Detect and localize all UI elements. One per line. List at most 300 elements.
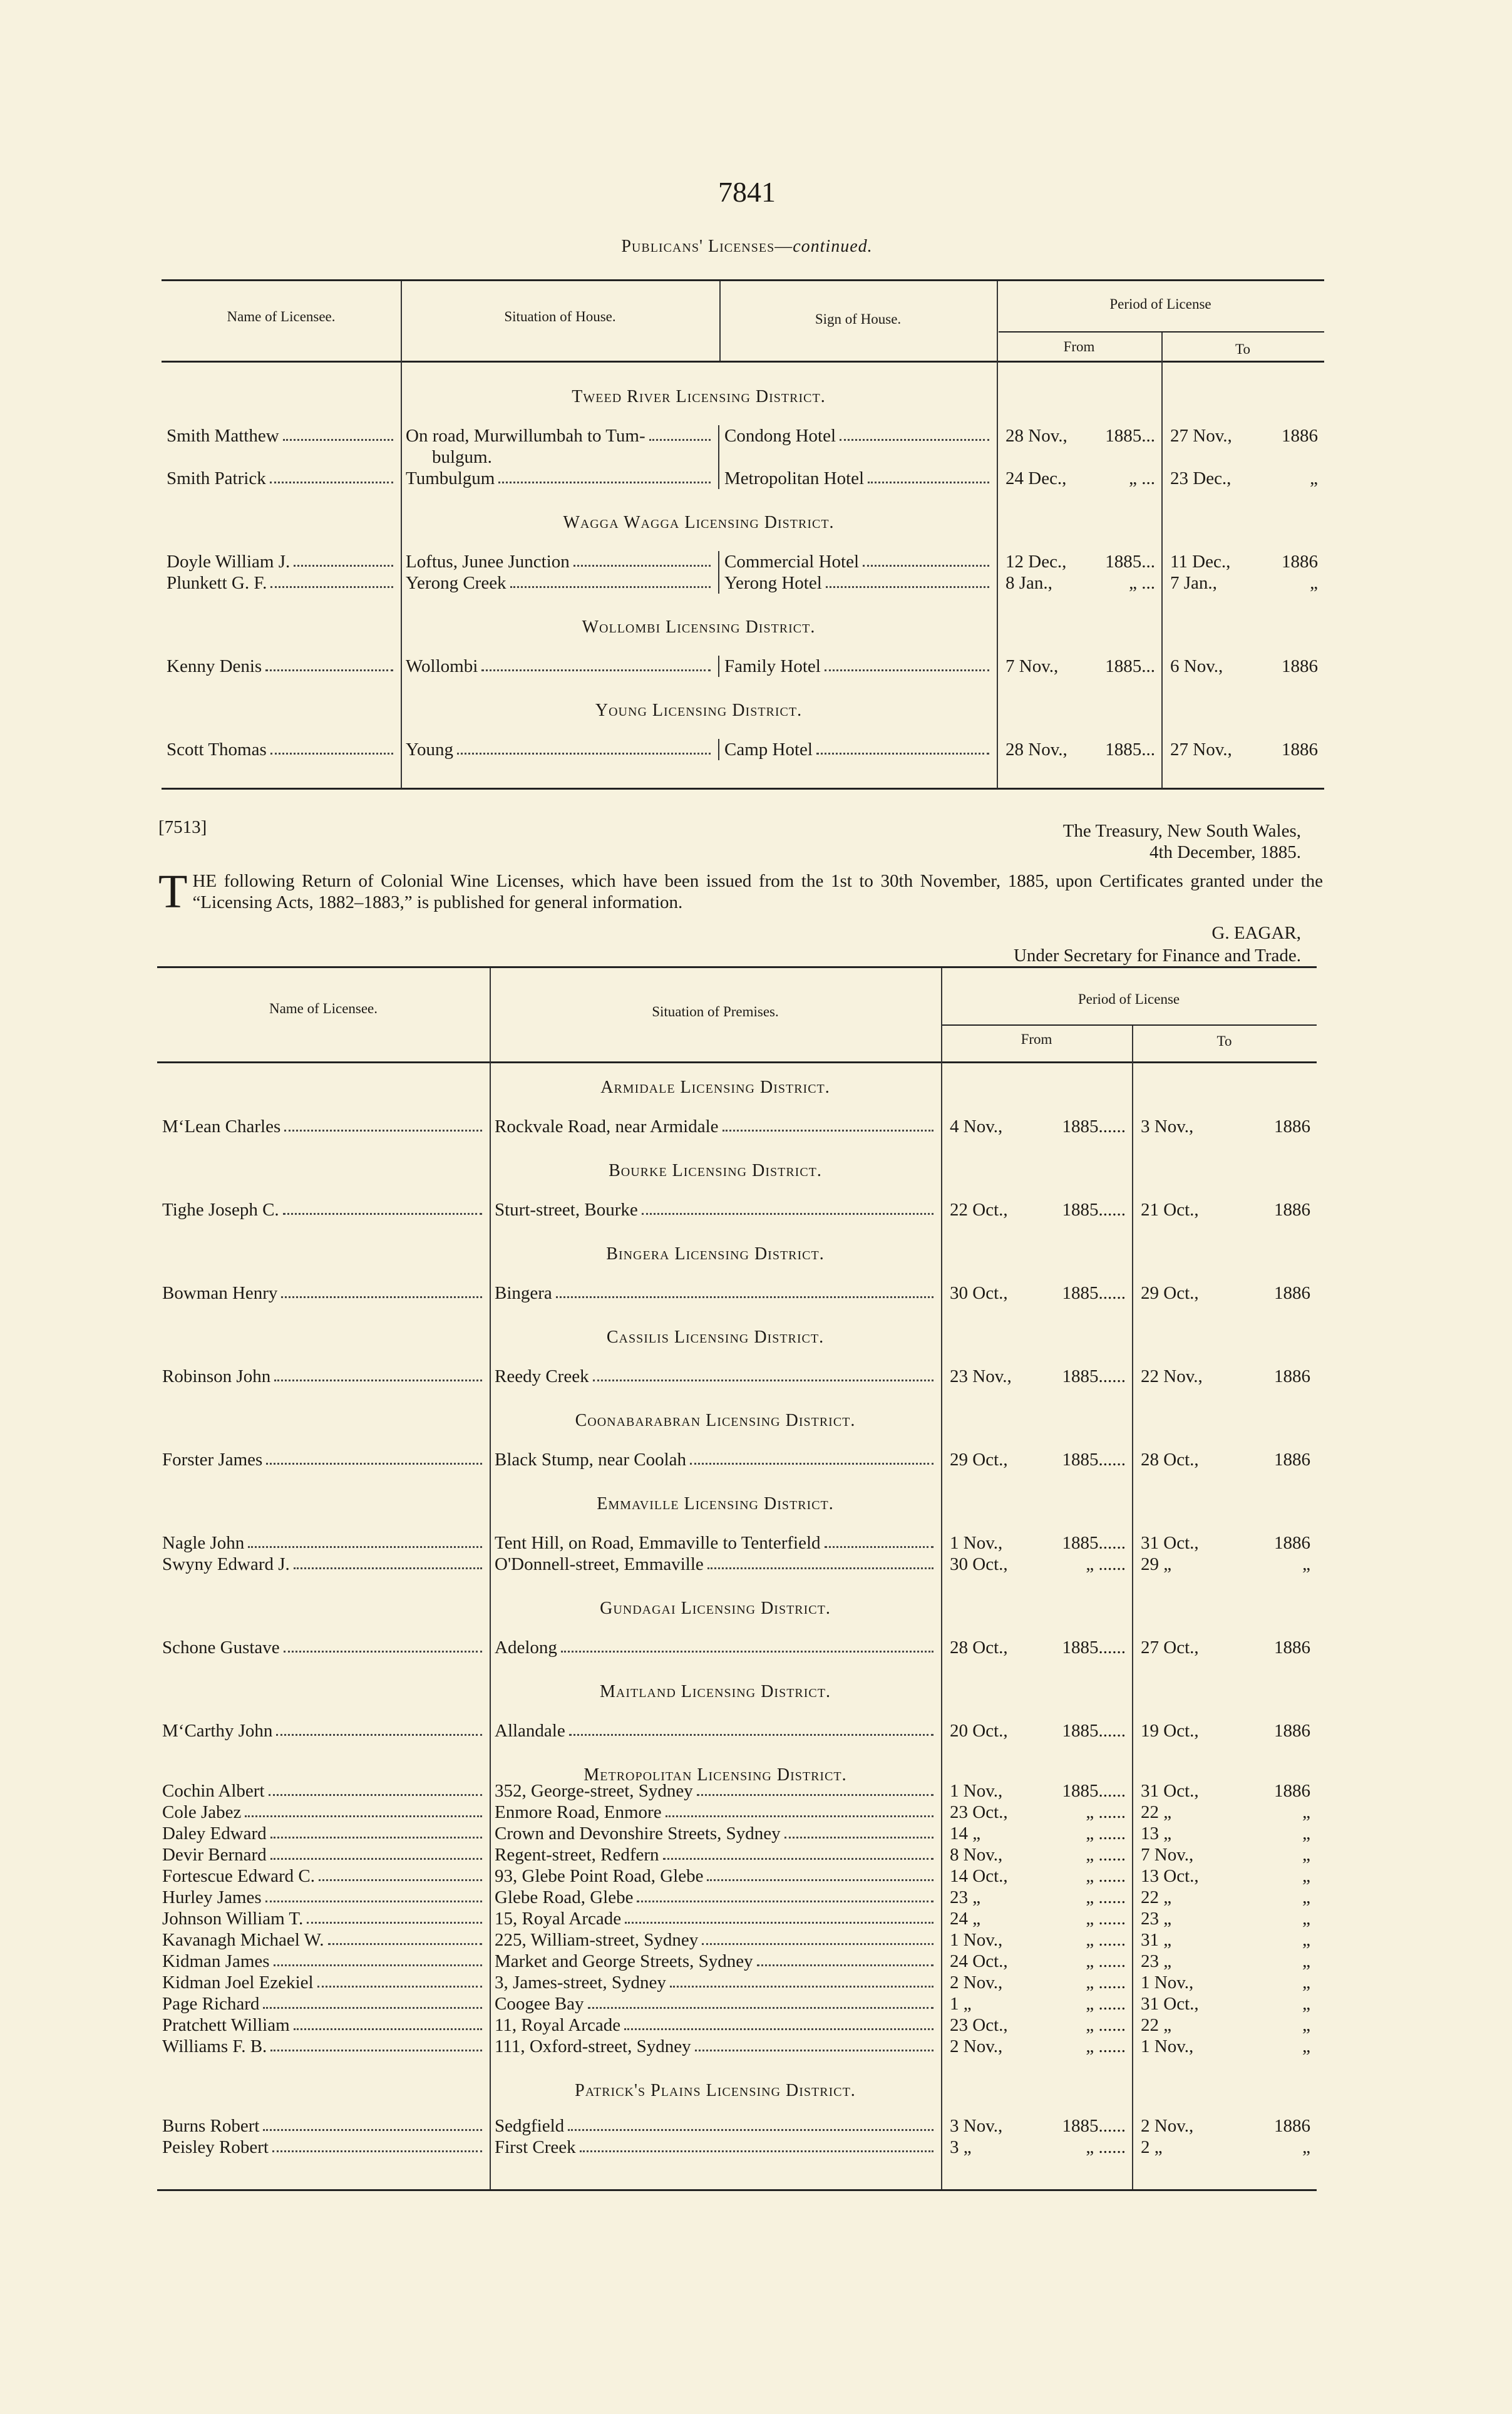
dot-leader [868,468,989,483]
licensee-name-text: Kidman Joel Ezekiel [162,1973,314,1993]
licensee-name-text: Bowman Henry [162,1283,278,1303]
premises [490,1366,941,1387]
period-to-year: „ [1302,1887,1310,1907]
licensee-name-text: Pratchett William [162,2015,290,2035]
table-row [157,1823,1317,1844]
dot-leader [265,1887,482,1902]
period-from-date: 1 Nov., [950,1930,1003,1950]
table-row [162,551,1324,572]
sign-text: Condong Hotel [724,426,836,446]
sign-text: Metropolitan Hotel [724,468,865,488]
period-from-date: 8 Nov., [950,1845,1003,1865]
dot-leader [840,425,989,441]
period-from-year: „ ...... [1086,2137,1126,2157]
period-from [997,425,1161,446]
dot-leader [498,468,711,483]
licensee-name [157,1366,490,1387]
licensee-name-text: Nagle John [162,1533,245,1553]
period-from-date: 24 Dec., [1005,468,1067,488]
period-from [941,1908,1132,1929]
dot-leader [270,739,393,755]
period-to-year: 1886 [1274,1450,1310,1470]
premises-text: Glebe Road, Glebe [495,1887,634,1907]
situation-text: Young [406,740,454,760]
sign-text: Camp Hotel [724,740,813,760]
period-to-year: 1886 [1274,1117,1310,1137]
licensee-name [157,1887,490,1908]
period-from-date: 1 Nov., [950,1781,1003,1801]
period-from-year: 1885... [1105,656,1155,676]
period-to-year: „ [1302,1994,1310,2014]
licensee-name [157,1780,490,1802]
drop-cap: T [158,865,188,918]
period-from-year: „ ...... [1086,1909,1126,1929]
page-number: 7841 [718,176,776,208]
period-to-year: „ [1302,1951,1310,1971]
premises-text: Tent Hill, on Road, Emmaville to Tenterfield [495,1533,821,1553]
period-to [1132,1366,1317,1387]
licensee-name [157,1993,490,2014]
notice-paragraph [158,865,1323,918]
premises [490,1282,941,1304]
premises-text: Crown and Devonshire Streets, Sydney [495,1823,781,1844]
table-row [157,2115,1317,2137]
period-from-year: „ ...... [1086,1887,1126,1907]
district-section [157,1493,1317,1598]
period-from-year: 1885... [1105,552,1155,572]
premises-text: 15, Royal Arcade [495,1909,622,1929]
table-row [157,1366,1317,1387]
dot-leader [283,1199,482,1215]
licensee-name [157,2115,490,2137]
period-to-date: 19 Oct., [1141,1721,1199,1741]
period-from [941,1116,1132,1137]
period-from-year: „ ...... [1086,1930,1126,1950]
premises [490,1908,941,1929]
period-from [997,572,1161,594]
premises-text: 93, Glebe Point Road, Glebe [495,1866,704,1886]
dot-leader [281,1282,482,1298]
table-row [162,425,1324,446]
table-row [157,1993,1317,2014]
premises-text: Adelong [495,1638,557,1658]
sign [719,425,997,446]
period-to-year: „ [1302,1973,1310,1993]
table-row [157,1199,1317,1220]
premises [490,1554,941,1575]
licensee-name-text: Kavanagh Michael W. [162,1930,324,1950]
period-to-date: 31 „ [1141,1930,1172,1950]
premises [490,1951,941,1972]
period-from-date: 23 Oct., [950,2015,1008,2035]
premises [490,1929,941,1951]
licensee-name [162,739,401,760]
period-to [1132,1802,1317,1823]
district-section [157,1244,1317,1327]
dot-leader [625,1908,933,1924]
period-to-date: 22 „ [1141,1887,1172,1907]
period-from-date: 23 „ [950,1887,981,1907]
period-from [941,1366,1132,1387]
table-row [157,1844,1317,1865]
period-from [997,656,1161,677]
premises-text: Market and George Streets, Sydney [495,1951,753,1971]
section-subtitle [0,237,1494,257]
premises [490,1972,941,1993]
period-from-year: „ ...... [1086,1994,1126,2014]
dot-leader [294,2014,482,2030]
period-from [941,1199,1132,1220]
period-from-year: 1885...... [1062,1200,1126,1220]
licensee-name-text: Burns Robert [162,2116,260,2136]
sign [719,468,997,489]
period-to [1132,1720,1317,1741]
period-from-date: 12 Dec., [1005,552,1067,572]
period-from-date: 7 Nov., [1005,656,1059,676]
licensee-name [157,1972,490,1993]
licensee-name [157,1199,490,1220]
dot-leader [561,1637,933,1653]
dot-leader [666,1802,933,1817]
licensee-name-text: Robinson John [162,1366,271,1386]
notice-text: HE following Return of Colonial Wine Licenses, which have been issued from the 1st to 30th November, 1885, upon Certificates granted under the “Licensing Acts, 1882–1883,” is published for general information. [192,871,1323,912]
district-section [162,700,1324,783]
premises-text: First Creek [495,2137,576,2157]
table1-body [162,386,1324,783]
licensee-name-text: Kidman James [162,1951,270,1971]
situation-text: On road, Murwillumbah to Tum- [406,426,645,446]
dot-leader [328,1929,482,1945]
dot-leader [269,1780,482,1796]
period-to [1161,656,1324,677]
period-from-date: 30 Oct., [950,1283,1008,1303]
premises [490,1823,941,1844]
period-from [997,739,1161,760]
period-to [1132,1972,1317,1993]
period-from-year: 1885...... [1062,2116,1126,2136]
period-to [1132,1554,1317,1575]
period-to-year: „ [1302,2137,1310,2157]
district-section [157,1160,1317,1244]
licensee-name [157,2014,490,2036]
period-from [941,2137,1132,2158]
period-to [1132,2036,1317,2057]
period-from [941,1929,1132,1951]
premises [490,2115,941,2137]
period-from [941,1720,1132,1741]
sign [719,551,997,572]
premises-text: Sedgfield [495,2116,565,2136]
premises-text: Sturt-street, Bourke [495,1200,638,1220]
licensee-name-text: Williams F. B. [162,2036,267,2056]
period-to-date: 22 „ [1141,1802,1172,1822]
licensee-name-text: M‘Lean Charles [162,1117,281,1137]
situation [401,425,719,446]
period-to-year: „ [1302,2036,1310,2056]
period-to-year: „ [1302,1802,1310,1822]
period-to-date: 13 Oct., [1141,1866,1199,1886]
period-from-year: 1885...... [1062,1117,1126,1137]
dot-leader [274,1951,482,1966]
dot-leader [757,1951,933,1966]
district-section [157,1765,1317,2080]
header-name: Name of Licensee. [269,1001,378,1016]
period-to-date: 27 Oct., [1141,1638,1199,1658]
table1-bottom-rule [162,788,1324,790]
period-to-year: „ [1302,1930,1310,1950]
licensee-name [157,1532,490,1554]
dot-leader [457,739,711,755]
premises [490,1993,941,2014]
period-to-year: 1886 [1274,1283,1310,1303]
period-to-date: 1 Nov., [1141,1973,1194,1993]
notice-dateline [1063,820,1301,863]
district-section [157,1598,1317,1681]
table2-top-rule [157,966,1317,968]
table-row [162,656,1324,677]
period-from-date: 30 Oct., [950,1554,1008,1574]
premises [490,1720,941,1741]
premises-text: 225, William-street, Sydney [495,1930,699,1950]
dot-leader [690,1449,933,1465]
period-to-date: 7 Jan., [1170,573,1217,593]
table-row [157,1951,1317,1972]
dot-leader [272,2137,482,2152]
licensee-name-text: Doyle William J. [167,552,291,572]
licensee-name [162,551,401,572]
period-from-date: 14 „ [950,1823,981,1844]
table-row [162,468,1324,489]
period-from [997,468,1161,489]
spacer [157,1304,1317,1327]
subtitle-suffix: continued. [793,237,873,256]
period-to-year: „ [1302,1909,1310,1929]
period-to [1132,2137,1317,2158]
premises [490,1116,941,1137]
licensee-name [157,1929,490,1951]
period-to-date: 29 „ [1141,1554,1172,1574]
table-row [157,1282,1317,1304]
signatory-title: Under Secretary for Finance and Trade. [1013,946,1301,966]
dot-leader [825,1532,933,1548]
period-from-year: 1885...... [1062,1283,1126,1303]
period-from-year: „ ... [1129,468,1155,488]
licensee-name-text: Cole Jabez [162,1802,242,1822]
period-to-date: 7 Nov., [1141,1845,1194,1865]
dot-leader [663,1844,933,1860]
table1-header-rule [162,361,1324,363]
dot-leader [637,1887,933,1902]
header-name: Name of Licensee. [227,309,336,324]
spacer [157,1741,1317,1765]
licensee-name [157,1637,490,1658]
period-to-year: 1886 [1282,656,1318,676]
situation-text: Wollombi [406,656,478,676]
header-situation: Situation of House. [504,309,616,324]
table-row [157,1532,1317,1554]
table1-top-rule [162,279,1324,281]
period-from-year: 1885...... [1062,1533,1126,1553]
notice-date: 4th December, 1885. [1149,842,1301,862]
table2-body [157,1077,1317,2181]
dot-leader [263,2115,482,2131]
period-from [941,1449,1132,1470]
dot-leader [816,739,989,755]
period-to-date: 27 Nov., [1170,740,1232,760]
dot-leader [569,1720,933,1736]
period-to-date: 31 Oct., [1141,1781,1199,1801]
period-to [1132,2014,1317,2036]
period-to-year: 1886 [1274,1721,1310,1741]
spacer [162,760,1324,783]
premises [490,1844,941,1865]
licensee-name [157,1844,490,1865]
dot-leader [784,1823,933,1839]
spacer [157,1220,1317,1244]
period-to-date: 28 Oct., [1141,1450,1199,1470]
period-from-year: „ ...... [1086,1845,1126,1865]
period-from-year: „ ... [1129,573,1155,593]
period-from [997,551,1161,572]
period-to-date: 6 Nov., [1170,656,1223,676]
licensee-name [157,1720,490,1741]
spacer [162,489,1324,512]
table-row [157,2137,1317,2158]
period-to-year: „ [1302,1866,1310,1886]
period-from-date: 28 Nov., [1005,426,1067,446]
dot-leader [265,656,393,671]
period-from-date: 1 „ [950,1994,972,2014]
dot-leader [481,656,711,671]
period-from [941,1532,1132,1554]
dot-leader [624,2014,933,2030]
period-from-date: 2 Nov., [950,2036,1003,2056]
situation [401,572,719,594]
period-from-date: 14 Oct., [950,1866,1008,1886]
situation [401,656,719,677]
district-heading: Maitland Licensing District. [600,1682,831,1701]
table-row [157,1802,1317,1823]
period-from-year: 1885...... [1062,1366,1126,1386]
period-from-year: 1885...... [1062,1781,1126,1801]
dot-leader [593,1366,933,1381]
period-to-year: „ [1302,2015,1310,2035]
licensee-name [162,572,401,594]
period-from-date: 4 Nov., [950,1117,1003,1137]
licensee-name-text: Swyny Edward J. [162,1554,290,1574]
licensee-name [162,425,401,446]
period-to-year: 1886 [1274,1638,1310,1658]
licensee-name-text: Peisley Robert [162,2137,269,2157]
situation-continuation: bulgum. [401,446,719,468]
dot-leader [695,2036,933,2051]
premises-text: Rockvale Road, near Armidale [495,1117,719,1137]
header-from: From [1021,1031,1052,1047]
sign-text: Commercial Hotel [724,552,860,572]
district-heading: Tweed River Licensing District. [572,387,826,406]
district-section [157,1327,1317,1410]
premises [490,2036,941,2057]
premises-text: 11, Royal Arcade [495,2015,621,2035]
period-from-date: 1 Nov., [950,1533,1003,1553]
premises [490,1865,941,1887]
period-to-date: 31 Oct., [1141,1533,1199,1553]
premises [490,2014,941,2036]
dot-leader [274,1366,482,1381]
dot-leader [826,572,989,588]
period-to [1132,1780,1317,1802]
period-to [1161,572,1324,594]
period-to [1161,551,1324,572]
premises-text: Black Stump, near Coolah [495,1450,687,1470]
dot-leader [649,425,711,441]
period-to [1132,1865,1317,1887]
period-from [941,1844,1132,1865]
situation [401,739,719,760]
district-heading: Young Licensing District. [595,701,803,720]
period-to-year: „ [1310,573,1318,593]
district-section [157,1077,1317,1160]
dot-leader [707,1865,933,1881]
licensee-name [162,656,401,677]
licensee-name [162,468,401,489]
dot-leader [556,1282,933,1298]
licensee-name-text: M‘Carthy John [162,1721,273,1741]
dot-leader [670,1972,933,1988]
dot-leader [580,2137,933,2152]
period-to-date: 27 Nov., [1170,426,1232,446]
header-to: To [1235,341,1250,357]
period-from-date: 22 Oct., [950,1200,1008,1220]
notice-reference: [7513] [158,817,207,837]
period-from-date: 23 Nov., [950,1366,1012,1386]
licensee-name [157,2137,490,2158]
licensee-name-text: Cochin Albert [162,1781,265,1801]
period-from [941,1637,1132,1658]
period-to [1132,1199,1317,1220]
situation-text: Loftus, Junee Junction [406,552,570,572]
period-from [941,1865,1132,1887]
dot-leader [266,1449,482,1465]
period-to-date: 31 Oct., [1141,1994,1199,2014]
table-row [157,1720,1317,1741]
dot-leader [283,425,393,441]
licensee-name [157,1823,490,1844]
district-section [162,386,1324,512]
table-row [157,2036,1317,2057]
header-period: Period of License [1077,991,1180,1007]
period-to-year: „ [1302,1823,1310,1844]
spacer [162,677,1324,700]
period-to [1132,2115,1317,2137]
period-from-date: 23 Oct., [950,1802,1008,1822]
period-from-date: 20 Oct., [950,1721,1008,1741]
period-to [1132,1532,1317,1554]
district-heading: Gundagai Licensing District. [600,1599,831,1618]
dot-leader [294,1554,482,1569]
district-section [162,617,1324,700]
premises-text: 111, Oxford-street, Sydney [495,2036,691,2056]
dot-leader [307,1908,482,1924]
period-to-date: 2 Nov., [1141,2116,1194,2136]
table-row [162,739,1324,760]
period-from [941,1554,1132,1575]
period-to-date: 23 „ [1141,1909,1172,1929]
premises-text: Reedy Creek [495,1366,589,1386]
table2-period-rule [942,1024,1317,1026]
period-to [1132,1116,1317,1137]
dot-leader [642,1199,933,1215]
